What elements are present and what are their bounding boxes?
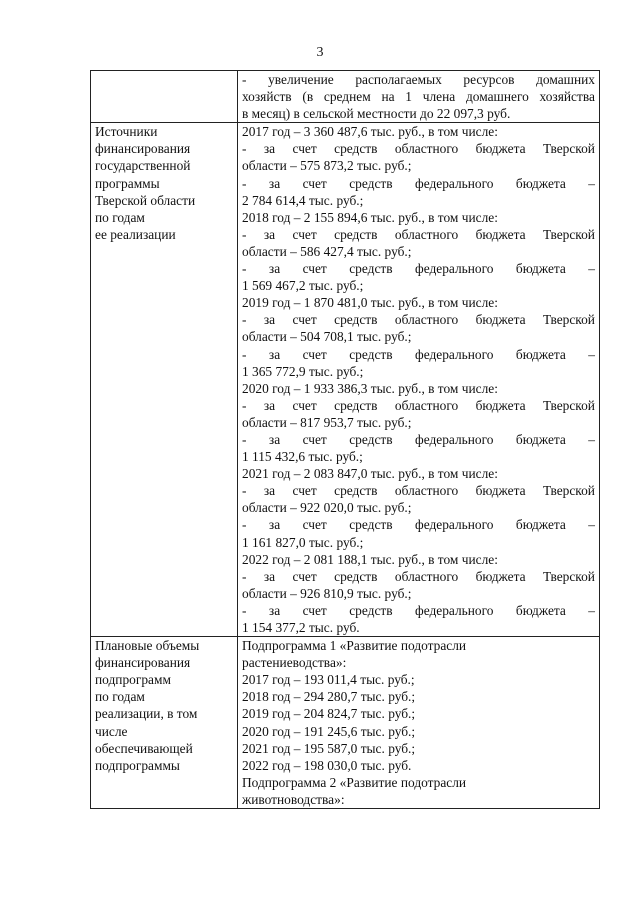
word: за — [263, 483, 276, 499]
word: счет — [292, 312, 317, 328]
word: хозяйства — [539, 89, 595, 105]
word: Тверской — [542, 226, 595, 242]
content-line: 2017 год – 3 360 487,6 тыс. руб., в том числе: — [242, 124, 498, 140]
program-passport-table — [90, 70, 600, 809]
content-line: Подпрограмма 2 «Развитие подотрасли — [242, 774, 467, 790]
row-label-line: по годам — [95, 209, 145, 225]
word: за — [268, 602, 281, 618]
word: бюджета — [475, 312, 526, 328]
content-line: 2019 год – 204 824,7 тыс. руб.; — [242, 706, 416, 722]
page-number: 3 — [316, 45, 324, 60]
word: домашнего — [465, 89, 529, 105]
word: за — [268, 431, 281, 447]
word: счет — [302, 261, 327, 277]
word: бюджета — [515, 261, 566, 277]
word: областного — [394, 568, 459, 584]
word: за — [268, 346, 281, 362]
word: федерального — [415, 517, 494, 533]
row-label-line: подпрограммы — [95, 757, 180, 773]
word: за — [268, 517, 281, 533]
word: средств — [349, 602, 393, 618]
content-line: растениеводства»: — [242, 655, 347, 671]
word: – — [588, 517, 595, 533]
table-row — [91, 71, 600, 123]
word: (в — [302, 89, 314, 105]
word: – — [588, 261, 595, 277]
content-line: 1 115 432,6 тыс. руб.; — [242, 449, 363, 465]
word: бюджета — [475, 226, 526, 242]
content-line: животноводства»: — [242, 791, 345, 807]
word: счет — [292, 483, 317, 499]
word: средств — [349, 261, 393, 277]
word: Тверской — [542, 568, 595, 584]
word: за — [263, 397, 276, 413]
word: счет — [302, 175, 327, 191]
word: средств — [349, 517, 393, 533]
content-line: 2021 год – 2 083 847,0 тыс. руб., в том числе: — [242, 466, 498, 482]
table-row — [91, 637, 600, 809]
word: - — [242, 261, 247, 277]
word: областного — [394, 483, 459, 499]
word: федерального — [415, 175, 494, 191]
word: за — [263, 141, 276, 157]
word: бюджета — [515, 517, 566, 533]
word: областного — [394, 141, 459, 157]
content-line: 2022 год – 2 081 188,1 тыс. руб., в том числе: — [242, 551, 498, 567]
word: среднем — [323, 89, 371, 105]
row-content-cell — [238, 123, 600, 637]
word: располагаемых — [355, 72, 442, 87]
word: – — [588, 175, 595, 191]
content-line: 2018 год – 294 280,7 тыс. руб.; — [242, 689, 416, 705]
content-line-justified — [242, 431, 595, 448]
row-label-line: финансирования — [95, 655, 191, 671]
word: счет — [292, 397, 317, 413]
content-line: 2021 год – 195 587,0 тыс. руб.; — [242, 740, 416, 756]
row-label-line: реализации, в том — [95, 706, 198, 722]
row-label-line: подпрограмм — [95, 672, 171, 688]
row-content-cell — [238, 637, 600, 809]
content-line: области – 922 020,0 тыс. руб.; — [242, 500, 412, 516]
word: областного — [394, 226, 459, 242]
row-label-line: Плановые объемы — [95, 638, 200, 654]
row-label-line: числе — [95, 723, 128, 739]
row-label-cell — [91, 637, 238, 809]
content-line: 2017 год – 193 011,4 тыс. руб.; — [242, 672, 415, 688]
row-label-line: программы — [95, 175, 160, 191]
content-line-justified — [242, 88, 595, 105]
word: - — [242, 483, 247, 499]
row-label-line: обеспечивающей — [95, 740, 193, 756]
word: Тверской — [542, 483, 595, 499]
row-label-line: Тверской области — [95, 192, 196, 208]
word: областного — [394, 397, 459, 413]
word: средств — [349, 431, 393, 447]
content-line: в месяц) в сельской местности до 22 097,3 руб. — [242, 106, 511, 122]
word: бюджета — [515, 175, 566, 191]
word: - — [242, 602, 247, 618]
content-line-justified — [242, 568, 595, 585]
word: Тверской — [542, 312, 595, 328]
content-line: 2 784 614,4 тыс. руб.; — [242, 192, 364, 208]
word: за — [268, 261, 281, 277]
word: счет — [302, 431, 327, 447]
word: счет — [292, 568, 317, 584]
word: бюджета — [475, 397, 526, 413]
content-line-justified — [242, 602, 595, 619]
table-row — [91, 123, 600, 637]
word: бюджета — [475, 483, 526, 499]
content-line: области – 586 427,4 тыс. руб.; — [242, 243, 412, 259]
word: счет — [292, 141, 317, 157]
word: средств — [334, 226, 378, 242]
word: увеличение — [268, 72, 334, 87]
content-line-justified — [242, 346, 595, 363]
content-line-justified — [242, 311, 595, 328]
word: хозяйств — [242, 89, 292, 105]
row-label-line: государственной — [95, 158, 191, 174]
content-line: области – 575 873,2 тыс. руб.; — [242, 158, 412, 174]
word: – — [588, 602, 595, 618]
word: бюджета — [515, 431, 566, 447]
word: - — [242, 312, 247, 328]
word: счет — [302, 602, 327, 618]
content-line: 1 569 467,2 тыс. руб.; — [242, 278, 364, 294]
content-line: 2018 год – 2 155 894,6 тыс. руб., в том числе: — [242, 209, 498, 225]
word: - — [242, 72, 247, 87]
word: Тверской — [542, 141, 595, 157]
content-line: 1 161 827,0 тыс. руб.; — [242, 534, 364, 550]
word: - — [242, 175, 247, 191]
row-label-line: Источники — [95, 124, 158, 140]
content-line: области – 504 708,1 тыс. руб.; — [242, 329, 412, 345]
row-label-line: по годам — [95, 689, 145, 705]
content-line-justified — [242, 482, 595, 499]
word: средств — [334, 312, 378, 328]
word: ресурсов — [463, 72, 515, 87]
content-line: 1 365 772,9 тыс. руб.; — [242, 363, 364, 379]
word: - — [242, 431, 247, 447]
word: бюджета — [515, 346, 566, 362]
content-line-justified — [242, 71, 595, 88]
row-label-cell — [91, 71, 238, 123]
word: бюджета — [515, 602, 566, 618]
word: Тверской — [542, 397, 595, 413]
word: - — [242, 397, 247, 413]
word: средств — [349, 175, 393, 191]
word: - — [242, 141, 247, 157]
word: 1 — [405, 89, 412, 105]
word: за — [263, 312, 276, 328]
content-line: Подпрограмма 1 «Развитие подотрасли — [242, 638, 467, 654]
word: средств — [334, 568, 378, 584]
word: счет — [292, 226, 317, 242]
word: домашних — [536, 72, 595, 87]
word: счет — [302, 517, 327, 533]
word: средств — [334, 141, 378, 157]
word: федерального — [415, 261, 494, 277]
word: - — [242, 226, 247, 242]
content-line-justified — [242, 516, 595, 533]
word: - — [242, 346, 247, 362]
content-line-justified — [242, 175, 595, 192]
word: бюджета — [475, 141, 526, 157]
word: федерального — [415, 431, 494, 447]
content-line-justified — [242, 226, 595, 243]
word: счет — [302, 346, 327, 362]
content-line: 2022 год – 198 030,0 тыс. руб. — [242, 757, 412, 773]
word: - — [242, 568, 247, 584]
row-label-line: ее реализации — [95, 226, 176, 242]
word: за — [268, 175, 281, 191]
content-line-justified — [242, 397, 595, 414]
word: члена — [422, 89, 456, 105]
content-line-justified — [242, 260, 595, 277]
content-line: 2019 год – 1 870 481,0 тыс. руб., в том числе: — [242, 295, 498, 311]
content-line: 2020 год – 191 245,6 тыс. руб.; — [242, 723, 416, 739]
word: средств — [334, 483, 378, 499]
word: областного — [394, 312, 459, 328]
word: федерального — [415, 602, 494, 618]
word: средств — [349, 346, 393, 362]
content-line: 1 154 377,2 тыс. руб. — [242, 620, 360, 635]
content-line: 2020 год – 1 933 386,3 тыс. руб., в том числе: — [242, 380, 498, 396]
row-label-cell — [91, 123, 238, 637]
row-content-cell — [238, 71, 600, 123]
word: – — [588, 431, 595, 447]
word: – — [588, 346, 595, 362]
word: федерального — [415, 346, 494, 362]
word: бюджета — [475, 568, 526, 584]
word: за — [263, 226, 276, 242]
word: за — [263, 568, 276, 584]
word: - — [242, 517, 247, 533]
row-label-line: финансирования — [95, 141, 191, 157]
content-line: области – 817 953,7 тыс. руб.; — [242, 414, 412, 430]
word: на — [381, 89, 395, 105]
content-line: области – 926 810,9 тыс. руб.; — [242, 585, 412, 601]
content-line-justified — [242, 140, 595, 157]
word: средств — [334, 397, 378, 413]
